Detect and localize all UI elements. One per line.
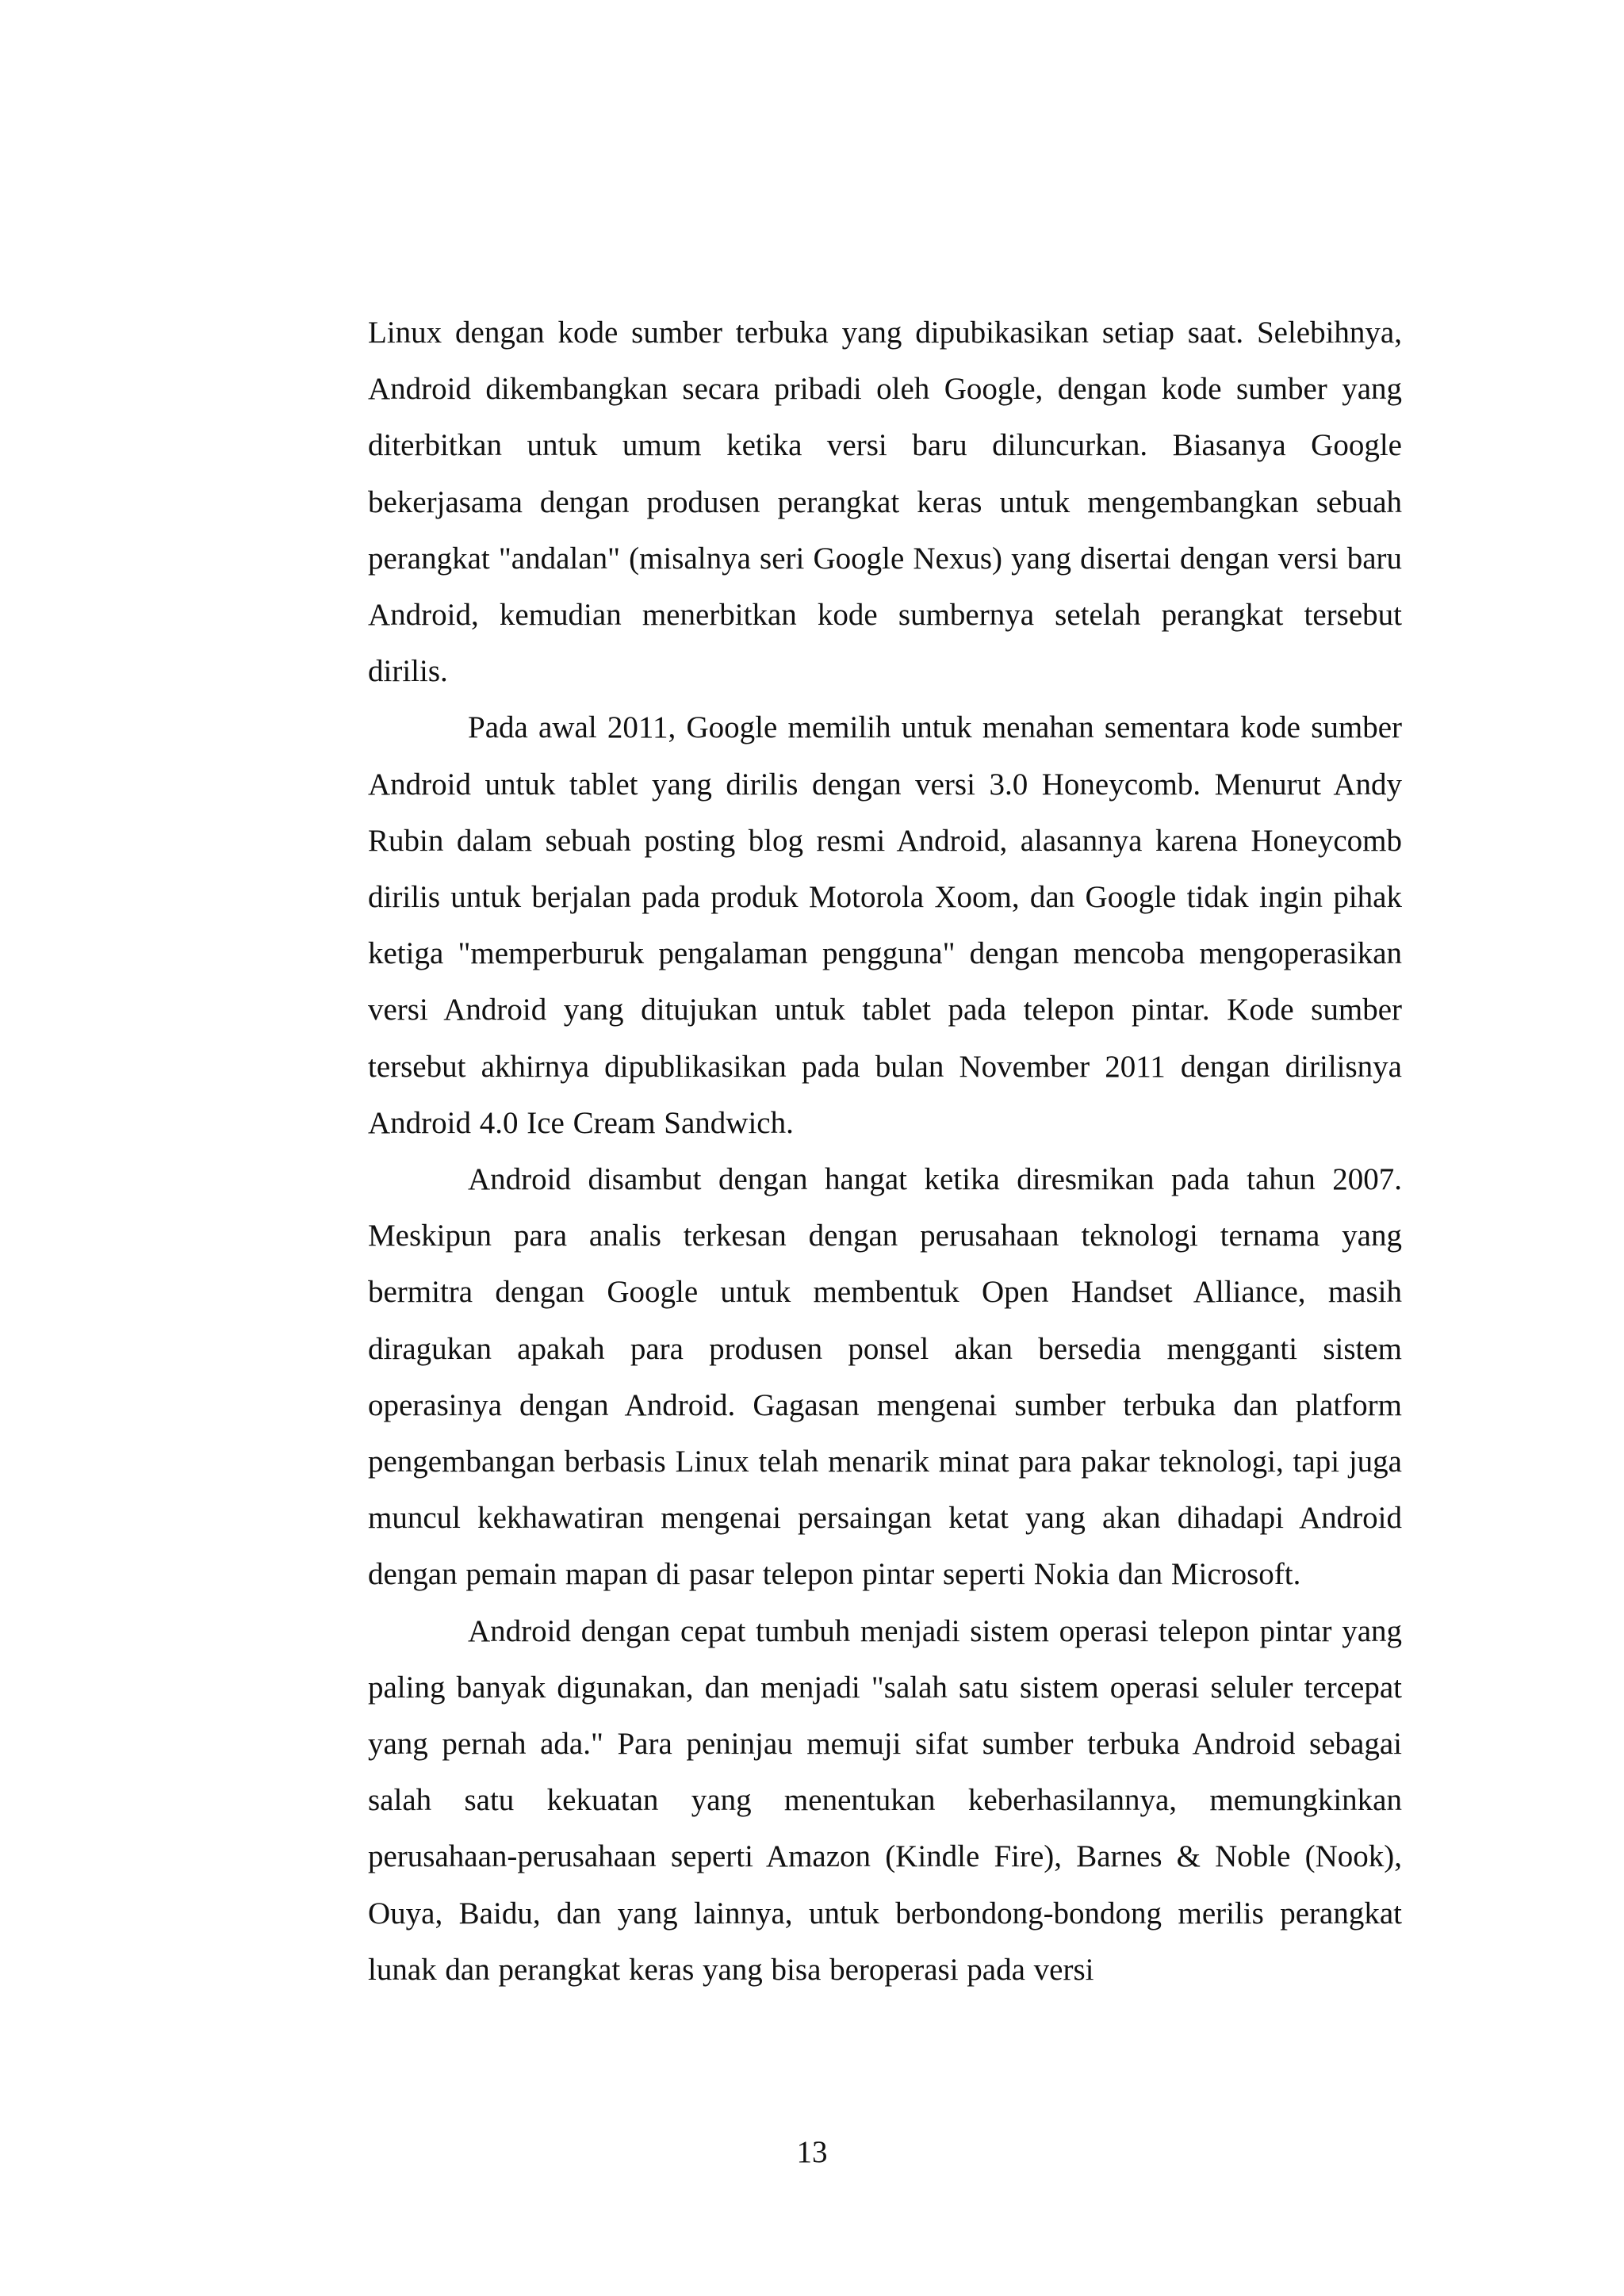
paragraph-android-growth: Android dengan cepat tumbuh menjadi sistem operasi telepon pintar yang paling banyak digunakan, dan menjadi "salah satu sistem operasi seluler tercepat yang pernah ada." Para peninjau memuji sifat sumber terbuka Android sebagai salah satu kekuatan yang menentukan keberhasilannya, memungkinkan perusahaan-perusahaan seperti Amazon (Kindle Fire), Barnes & Noble (Nook), Ouya, Baidu, dan yang lainnya, untuk berbondong-bondong merilis perangkat lunak dan perangkat keras yang bisa beroperasi pada versi (368, 1613, 1402, 1987)
body-text (368, 304, 1402, 1998)
paragraph-android-reception: Android disambut dengan hangat ketika diresmikan pada tahun 2007. Meskipun para analis terkesan dengan perusahaan teknologi ternama yang bermitra dengan Google untuk membentuk Open Handset Alliance, masih diragukan apakah para produsen ponsel akan bersedia mengganti sistem operasinya dengan Android. Gagasan mengenai sumber terbuka dan platform pengembangan berbasis Linux telah menarik minat para pakar teknologi, tapi juga muncul kekhawatiran mengenai persaingan ketat yang akan dihadapi Android dengan pemain mapan di pasar telepon pintar seperti Nokia dan Microsoft. (368, 1162, 1402, 1592)
paragraph-honeycomb-source: Pada awal 2011, Google memilih untuk menahan sementara kode sumber Android untuk tablet yang dirilis dengan versi 3.0 Honeycomb. Menurut Andy Rubin dalam sebuah posting blog resmi Android, alasannya karena Honeycomb dirilis untuk berjalan pada produk Motorola Xoom, dan Google tidak ingin pihak ketiga "memperburuk pengalaman pengguna" dengan mencoba mengoperasikan versi Android yang ditujukan untuk tablet pada telepon pintar. Kode sumber tersebut akhirnya dipublikasikan pada bulan November 2011 dengan dirilisnya Android 4.0 Ice Cream Sandwich. (368, 710, 1402, 1140)
page-number: 13 (796, 2135, 828, 2169)
paragraph-continuation: Linux dengan kode sumber terbuka yang dipubikasikan setiap saat. Selebihnya, Android dikembangkan secara pribadi oleh Google, dengan kode sumber yang diterbitkan untuk umum ketika versi baru diluncurkan. Biasanya Google bekerjasama dengan produsen perangkat keras untuk mengembangkan sebuah perangkat "andalan" (misalnya seri Google Nexus) yang disertai dengan versi baru Android, kemudian menerbitkan kode sumbernya setelah perangkat tersebut dirilis. (368, 316, 1402, 689)
